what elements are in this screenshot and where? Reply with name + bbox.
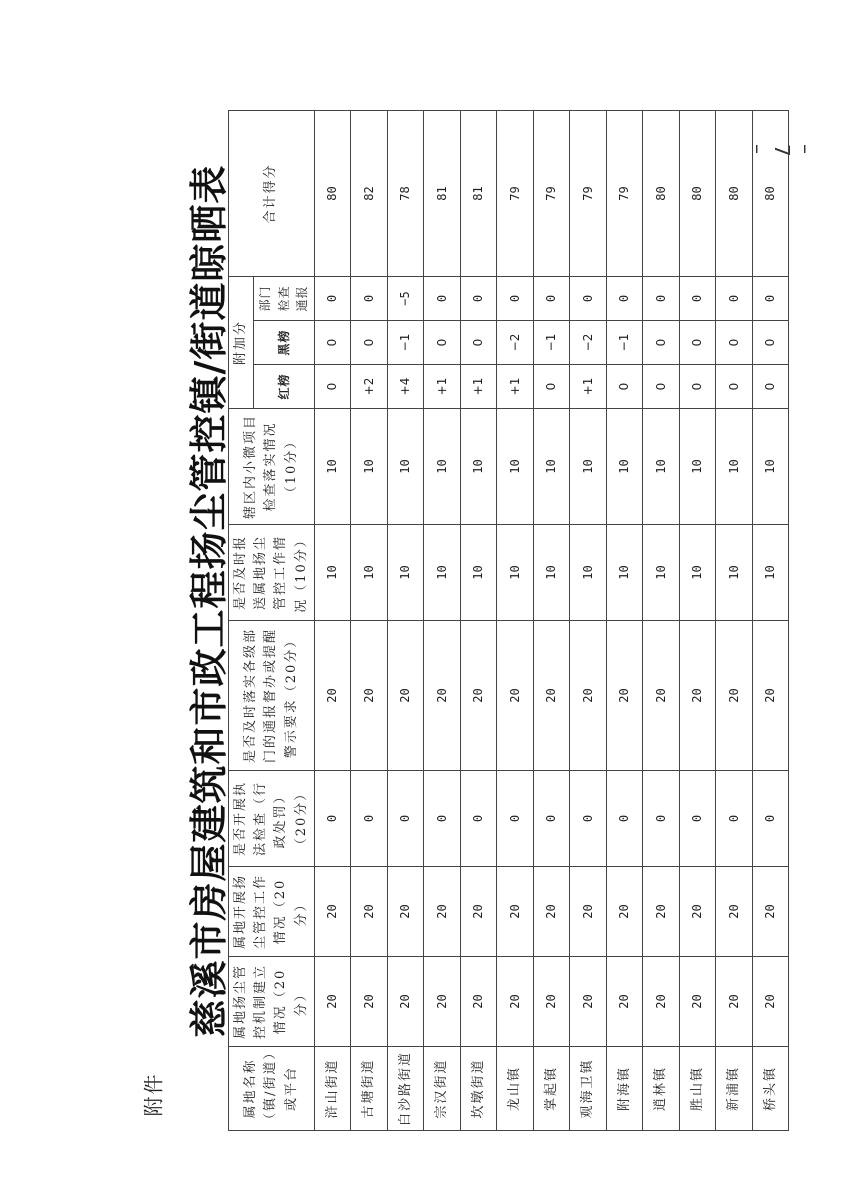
cell-dept-notice: 0: [533, 276, 570, 320]
cell-black-list: −2: [497, 321, 534, 365]
cell-enforcement: 0: [351, 771, 388, 867]
cell-black-list: 0: [424, 321, 461, 365]
cell-small-projects: 10: [570, 409, 607, 525]
cell-enforcement: 0: [716, 771, 753, 867]
cell-dept-notice: 0: [424, 276, 461, 320]
cell-notice: 20: [679, 621, 716, 771]
header-name: 属地名称（镇/街道）或平台: [229, 1047, 315, 1131]
attachment-label: 附件: [141, 1072, 166, 1117]
cell-black-list: −2: [570, 321, 607, 365]
cell-notice: 20: [606, 621, 643, 771]
cell-red-list: +4: [387, 365, 424, 409]
header-dept-notice: 部门检查通报: [254, 276, 315, 320]
cell-notice: 20: [570, 621, 607, 771]
header-report: 是否及时报送属地扬尘管控工作情况（10分）: [229, 525, 315, 621]
cell-notice: 20: [387, 621, 424, 771]
header-work: 属地开展扬尘管控工作情况（20分）: [229, 867, 315, 957]
cell-total: 79: [570, 110, 607, 276]
header-notice: 是否及时落实各级部门的通报督办或提醒警示要求（20分）: [229, 621, 315, 771]
table-row: [314, 110, 351, 1130]
cell-enforcement: 0: [643, 771, 680, 867]
cell-name: 新浦镇: [716, 1047, 753, 1131]
cell-name: 观海卫镇: [570, 1047, 607, 1131]
table-row: [387, 110, 424, 1130]
cell-black-list: −1: [606, 321, 643, 365]
cell-mechanism: 20: [533, 957, 570, 1047]
cell-black-list: 0: [752, 321, 789, 365]
cell-red-list: 0: [314, 365, 351, 409]
cell-total: 81: [424, 110, 461, 276]
cell-report: 10: [716, 525, 753, 621]
cell-total: 81: [460, 110, 497, 276]
table-header-row: [229, 110, 254, 1130]
table-body: [314, 110, 789, 1130]
cell-red-list: +1: [497, 365, 534, 409]
cell-notice: 20: [533, 621, 570, 771]
cell-report: 10: [314, 525, 351, 621]
cell-enforcement: 0: [752, 771, 789, 867]
cell-small-projects: 10: [314, 409, 351, 525]
header-enforcement: 是否开展执法检查（行政处罚）（20分）: [229, 771, 315, 867]
cell-red-list: +2: [351, 365, 388, 409]
cell-enforcement: 0: [570, 771, 607, 867]
cell-enforcement: 0: [533, 771, 570, 867]
page-title: 慈溪市房屋建筑和市政工程扬尘管控镇/街道晾晒表: [186, 164, 231, 1038]
cell-work: 20: [570, 867, 607, 957]
header-total: 合计得分: [229, 110, 315, 276]
cell-enforcement: 0: [460, 771, 497, 867]
cell-dept-notice: 0: [351, 276, 388, 320]
cell-total: 80: [314, 110, 351, 276]
cell-total: 78: [387, 110, 424, 276]
cell-work: 20: [643, 867, 680, 957]
cell-total: 79: [533, 110, 570, 276]
cell-small-projects: 10: [497, 409, 534, 525]
cell-small-projects: 10: [606, 409, 643, 525]
cell-red-list: 0: [643, 365, 680, 409]
header-black-list: 黑榜: [254, 321, 315, 365]
cell-work: 20: [679, 867, 716, 957]
cell-enforcement: 0: [606, 771, 643, 867]
cell-name: 附海镇: [606, 1047, 643, 1131]
header-red-list: 红榜: [254, 365, 315, 409]
table-row: [533, 110, 570, 1130]
cell-notice: 20: [314, 621, 351, 771]
cell-total: 82: [351, 110, 388, 276]
cell-enforcement: 0: [387, 771, 424, 867]
cell-small-projects: 10: [679, 409, 716, 525]
cell-small-projects: 10: [424, 409, 461, 525]
table-row: [570, 110, 607, 1130]
cell-red-list: 0: [752, 365, 789, 409]
table-row: [351, 110, 388, 1130]
cell-work: 20: [606, 867, 643, 957]
cell-name: 桥头镇: [752, 1047, 789, 1131]
cell-small-projects: 10: [460, 409, 497, 525]
cell-red-list: 0: [716, 365, 753, 409]
cell-mechanism: 20: [752, 957, 789, 1047]
cell-name: 坎墩街道: [460, 1047, 497, 1131]
cell-black-list: 0: [460, 321, 497, 365]
cell-notice: 20: [460, 621, 497, 771]
cell-dept-notice: 0: [497, 276, 534, 320]
cell-notice: 20: [497, 621, 534, 771]
cell-report: 10: [497, 525, 534, 621]
cell-report: 10: [643, 525, 680, 621]
cell-total: 80: [752, 110, 789, 276]
cell-report: 10: [570, 525, 607, 621]
cell-mechanism: 20: [460, 957, 497, 1047]
table-row: [643, 110, 680, 1130]
cell-dept-notice: 0: [606, 276, 643, 320]
cell-name: 掌起镇: [533, 1047, 570, 1131]
cell-work: 20: [533, 867, 570, 957]
cell-small-projects: 10: [752, 409, 789, 525]
cell-name: 浒山街道: [314, 1047, 351, 1131]
cell-name: 胜山镇: [679, 1047, 716, 1131]
cell-enforcement: 0: [679, 771, 716, 867]
cell-dept-notice: 0: [643, 276, 680, 320]
cell-black-list: 0: [679, 321, 716, 365]
cell-red-list: 0: [679, 365, 716, 409]
table-row: [679, 110, 716, 1130]
header-bonus: 附加分: [229, 276, 254, 408]
cell-black-list: 0: [716, 321, 753, 365]
cell-mechanism: 20: [387, 957, 424, 1047]
cell-work: 20: [351, 867, 388, 957]
cell-name: 古塘街道: [351, 1047, 388, 1131]
cell-work: 20: [424, 867, 461, 957]
table-row: [716, 110, 753, 1130]
cell-dept-notice: 0: [570, 276, 607, 320]
cell-enforcement: 0: [424, 771, 461, 867]
table-row: [752, 110, 789, 1130]
cell-notice: 20: [424, 621, 461, 771]
cell-report: 10: [679, 525, 716, 621]
cell-red-list: 0: [533, 365, 570, 409]
cell-dept-notice: 0: [679, 276, 716, 320]
cell-small-projects: 10: [643, 409, 680, 525]
cell-dept-notice: 0: [752, 276, 789, 320]
cell-total: 80: [716, 110, 753, 276]
cell-red-list: 0: [606, 365, 643, 409]
cell-report: 10: [606, 525, 643, 621]
cell-mechanism: 20: [716, 957, 753, 1047]
cell-mechanism: 20: [643, 957, 680, 1047]
cell-total: 80: [679, 110, 716, 276]
cell-mechanism: 20: [351, 957, 388, 1047]
cell-work: 20: [387, 867, 424, 957]
cell-small-projects: 10: [533, 409, 570, 525]
cell-report: 10: [533, 525, 570, 621]
cell-dept-notice: 0: [314, 276, 351, 320]
cell-mechanism: 20: [570, 957, 607, 1047]
cell-red-list: +1: [424, 365, 461, 409]
cell-notice: 20: [643, 621, 680, 771]
cell-notice: 20: [752, 621, 789, 771]
cell-report: 10: [752, 525, 789, 621]
table-row: [606, 110, 643, 1130]
score-table: [228, 110, 789, 1131]
cell-black-list: −1: [533, 321, 570, 365]
cell-black-list: 0: [643, 321, 680, 365]
cell-total: 79: [606, 110, 643, 276]
cell-name: 龙山镇: [497, 1047, 534, 1131]
cell-report: 10: [460, 525, 497, 621]
cell-black-list: 0: [314, 321, 351, 365]
cell-work: 20: [497, 867, 534, 957]
cell-report: 10: [351, 525, 388, 621]
cell-small-projects: 10: [716, 409, 753, 525]
cell-work: 20: [314, 867, 351, 957]
header-small-projects: 辖区内小微项目检查落实情况（10分）: [229, 409, 315, 525]
cell-mechanism: 20: [606, 957, 643, 1047]
cell-notice: 20: [351, 621, 388, 771]
cell-mechanism: 20: [497, 957, 534, 1047]
cell-total: 80: [643, 110, 680, 276]
table-row: [424, 110, 461, 1130]
header-mechanism: 属地扬尘管控机制建立情况（20分）: [229, 957, 315, 1047]
cell-dept-notice: −5: [387, 276, 424, 320]
cell-name: 逍林镇: [643, 1047, 680, 1131]
cell-work: 20: [716, 867, 753, 957]
cell-mechanism: 20: [424, 957, 461, 1047]
cell-name: 宗汉街道: [424, 1047, 461, 1131]
cell-enforcement: 0: [314, 771, 351, 867]
cell-small-projects: 10: [387, 409, 424, 525]
cell-enforcement: 0: [497, 771, 534, 867]
page-number: – 7 –: [746, 144, 818, 157]
cell-report: 10: [387, 525, 424, 621]
table-row: [497, 110, 534, 1130]
cell-red-list: +1: [570, 365, 607, 409]
cell-work: 20: [752, 867, 789, 957]
cell-dept-notice: 0: [716, 276, 753, 320]
cell-red-list: +1: [460, 365, 497, 409]
cell-small-projects: 10: [351, 409, 388, 525]
cell-mechanism: 20: [314, 957, 351, 1047]
table-row: [460, 110, 497, 1130]
cell-black-list: −1: [387, 321, 424, 365]
cell-report: 10: [424, 525, 461, 621]
cell-total: 79: [497, 110, 534, 276]
cell-black-list: 0: [351, 321, 388, 365]
cell-work: 20: [460, 867, 497, 957]
cell-dept-notice: 0: [460, 276, 497, 320]
cell-notice: 20: [716, 621, 753, 771]
cell-name: 白沙路街道: [387, 1047, 424, 1131]
cell-mechanism: 20: [679, 957, 716, 1047]
